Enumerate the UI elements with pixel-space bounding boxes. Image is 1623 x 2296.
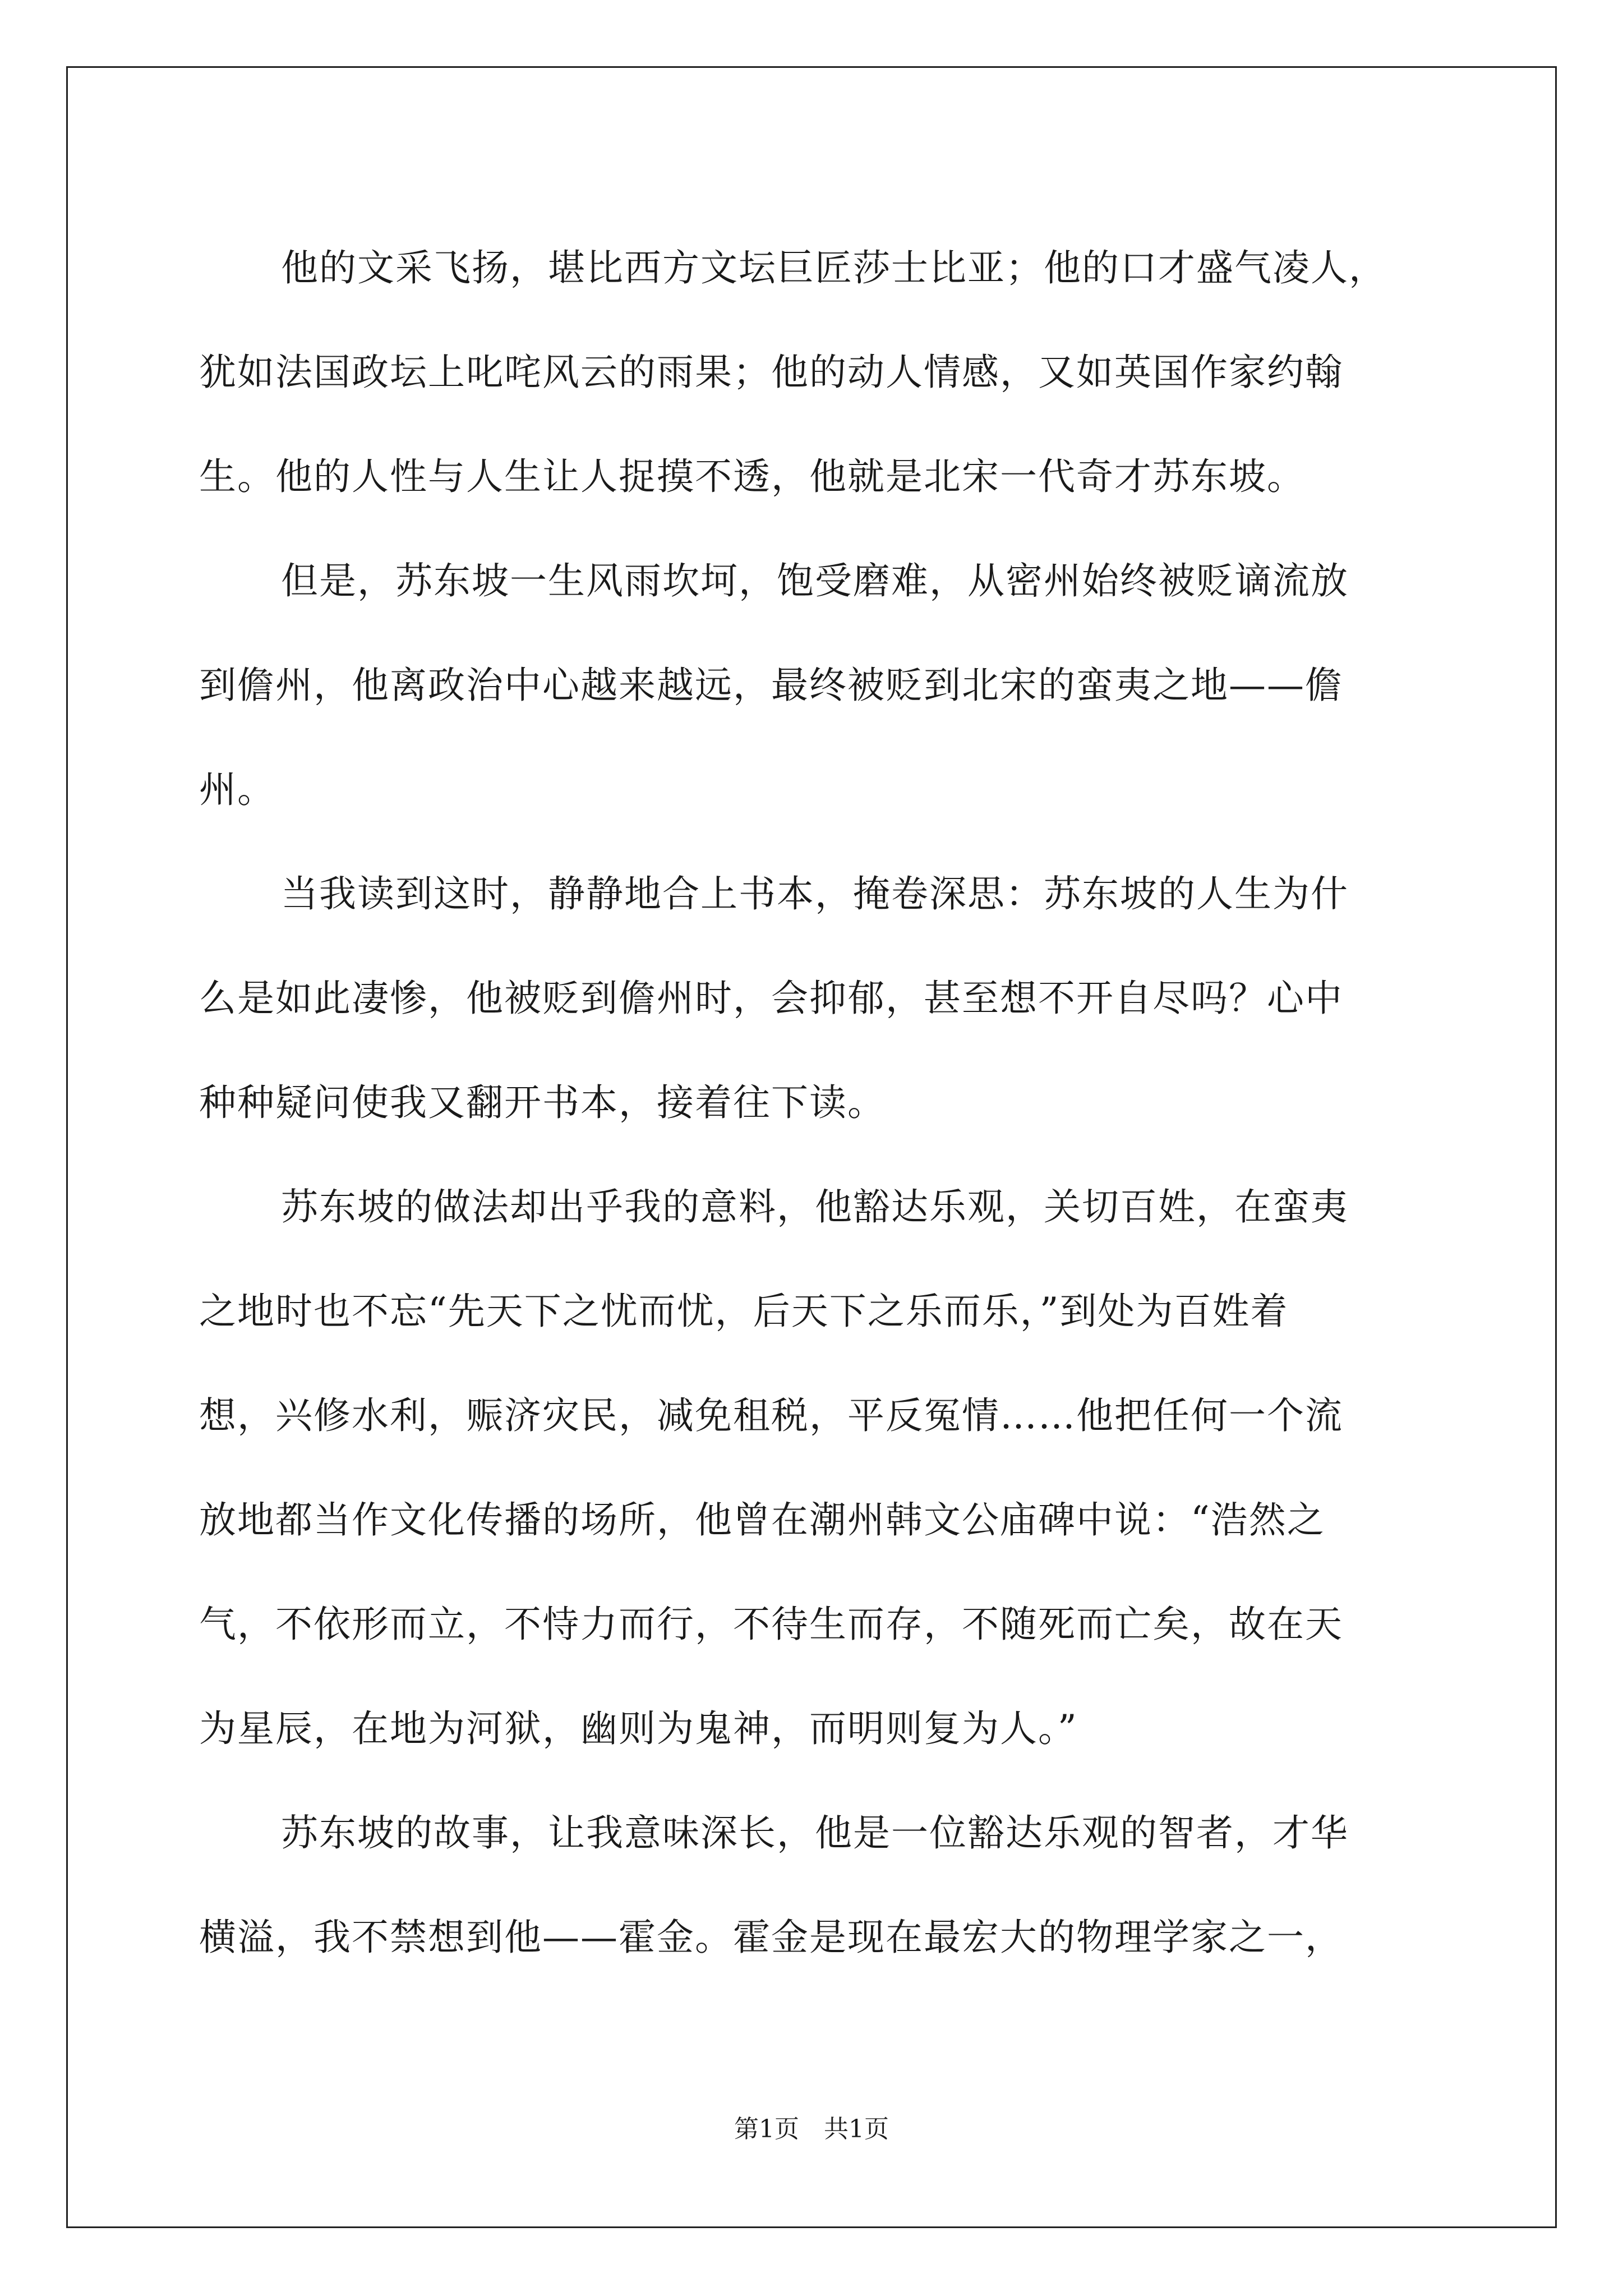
paragraph-4-line-5: 气，不依形而立，不恃力而行，不待生而存，不随死而亡矣，故在天	[199, 1603, 1343, 1646]
paragraph-4-line-4: 放地都当作文化传播的场所，他曾在潮州韩文公庙碑中说：“浩然之	[199, 1498, 1325, 1542]
page-number-label: 第1页 共1页	[734, 2115, 889, 2143]
page-footer	[0, 2113, 1623, 2146]
paragraph-4-line-3: 想，兴修水利，赈济灾民，减免租税，平反冤情……他把任何一个流	[199, 1394, 1343, 1437]
paragraph-2-line-2: 到儋州，他离政治中心越来越远，最终被贬到北宋的蛮夷之地——儋	[199, 664, 1343, 707]
paragraph-4-line-6: 为星辰，在地为河狱，幽则为鬼神，而明则复为人。”	[199, 1707, 1078, 1750]
paragraph-1-line-2: 犹如法国政坛上叱咤风云的雨果；他的动人情感，又如英国作家约翰	[199, 351, 1343, 394]
paragraph-1-line-1: 他的文采飞扬，堪比西方文坛巨匠莎士比亚；他的口才盛气凌人，	[281, 246, 1387, 289]
paragraph-3-line-1: 当我读到这时，静静地合上书本，掩卷深思：苏东坡的人生为什	[281, 872, 1349, 915]
paragraph-2-line-3: 州。	[199, 768, 275, 811]
paragraph-3-line-3: 种种疑问使我又翻开书本，接着往下读。	[199, 1081, 886, 1124]
paragraph-1-line-3: 生。他的人性与人生让人捉摸不透，他就是北宋一代奇才苏东坡。	[199, 455, 1305, 498]
paragraph-2-line-1: 但是，苏东坡一生风雨坎坷，饱受磨难，从密州始终被贬谪流放	[281, 559, 1349, 602]
document-body	[199, 216, 1433, 1990]
paragraph-4-line-2: 之地时也不忘“先天下之忧而忧，后天下之乐而乐，”到处为百姓着	[199, 1290, 1289, 1333]
paragraph-4-line-1: 苏东坡的做法却出乎我的意料，他豁达乐观，关切百姓，在蛮夷	[281, 1185, 1349, 1228]
paragraph-3-line-2: 么是如此凄惨，他被贬到儋州时，会抑郁，甚至想不开自尽吗？心中	[199, 977, 1343, 1020]
paragraph-5-line-1: 苏东坡的故事，让我意味深长，他是一位豁达乐观的智者，才华	[281, 1811, 1349, 1855]
paragraph-5-line-2: 横溢，我不禁想到他——霍金。霍金是现在最宏大的物理学家之一，	[199, 1916, 1343, 1959]
